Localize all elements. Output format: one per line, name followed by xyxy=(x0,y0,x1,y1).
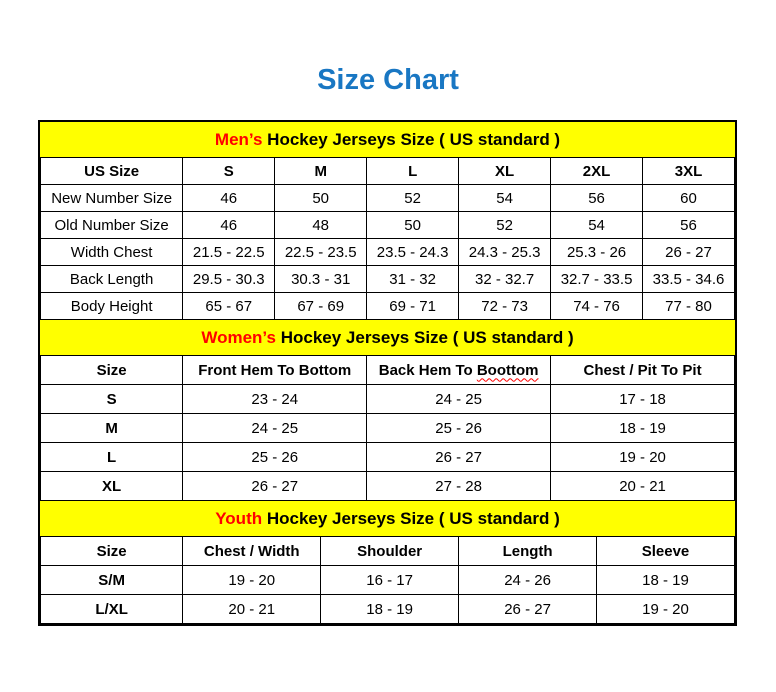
row-label: S xyxy=(41,385,183,414)
youth-title-band xyxy=(40,501,735,536)
value-cell: 26 - 27 xyxy=(459,595,597,624)
mens-title-band xyxy=(40,122,735,157)
column-header: Chest / Pit To Pit xyxy=(551,356,735,385)
value-cell: 33.5 - 34.6 xyxy=(643,266,735,293)
row-label: M xyxy=(41,414,183,443)
band-rest-text: Hockey Jerseys Size ( US standard ) xyxy=(262,509,560,528)
table-row xyxy=(41,293,735,320)
value-cell: 32.7 - 33.5 xyxy=(551,266,643,293)
table-row xyxy=(41,414,735,443)
row-label: Width Chest xyxy=(41,239,183,266)
value-cell: 74 - 76 xyxy=(551,293,643,320)
value-cell: 19 - 20 xyxy=(597,595,735,624)
value-cell: 46 xyxy=(183,185,275,212)
table-row xyxy=(41,212,735,239)
table-row xyxy=(41,595,735,624)
value-cell: 29.5 - 30.3 xyxy=(183,266,275,293)
column-header: Size xyxy=(41,356,183,385)
value-cell: 26 - 27 xyxy=(183,472,367,501)
band-highlight-text: Youth xyxy=(215,509,263,528)
column-header: Shoulder xyxy=(321,537,459,566)
row-label: L/XL xyxy=(41,595,183,624)
value-cell: 23.5 - 24.3 xyxy=(367,239,459,266)
value-cell: 52 xyxy=(459,212,551,239)
table-row xyxy=(41,185,735,212)
value-cell: 27 - 28 xyxy=(367,472,551,501)
table-row xyxy=(41,239,735,266)
column-header: Length xyxy=(459,537,597,566)
value-cell: 25.3 - 26 xyxy=(551,239,643,266)
header-row xyxy=(41,537,735,566)
band-highlight-text: Men’s xyxy=(214,130,263,149)
value-cell: 69 - 71 xyxy=(367,293,459,320)
column-header: 3XL xyxy=(643,158,735,185)
column-header: S xyxy=(183,158,275,185)
value-cell: 25 - 26 xyxy=(367,414,551,443)
value-cell: 24.3 - 25.3 xyxy=(459,239,551,266)
table-row xyxy=(41,566,735,595)
header-row xyxy=(41,158,735,185)
misspelled-word: Boottom xyxy=(476,361,539,379)
value-cell: 18 - 19 xyxy=(551,414,735,443)
value-cell: 24 - 25 xyxy=(367,385,551,414)
value-cell: 18 - 19 xyxy=(597,566,735,595)
womens-section xyxy=(40,320,735,501)
value-cell: 16 - 17 xyxy=(321,566,459,595)
row-label: Body Height xyxy=(41,293,183,320)
value-cell: 24 - 25 xyxy=(183,414,367,443)
mens-table xyxy=(40,157,735,320)
value-cell: 52 xyxy=(367,185,459,212)
value-cell: 20 - 21 xyxy=(183,595,321,624)
value-cell: 18 - 19 xyxy=(321,595,459,624)
value-cell: 24 - 26 xyxy=(459,566,597,595)
value-cell: 30.3 - 31 xyxy=(275,266,367,293)
row-label: Old Number Size xyxy=(41,212,183,239)
value-cell: 56 xyxy=(551,185,643,212)
value-cell: 77 - 80 xyxy=(643,293,735,320)
value-cell: 67 - 69 xyxy=(275,293,367,320)
band-rest-text: Hockey Jerseys Size ( US standard ) xyxy=(275,328,574,347)
value-cell: 56 xyxy=(643,212,735,239)
column-header: Back Hem To Boottom xyxy=(367,356,551,385)
size-chart-tables xyxy=(38,120,737,626)
value-cell: 19 - 20 xyxy=(183,566,321,595)
band-highlight-text: Women’s xyxy=(201,328,276,347)
row-label: XL xyxy=(41,472,183,501)
womens-title-band xyxy=(40,320,735,355)
column-header: L xyxy=(367,158,459,185)
value-cell: 31 - 32 xyxy=(367,266,459,293)
table-row xyxy=(41,472,735,501)
header-row xyxy=(41,356,735,385)
column-header: Chest / Width xyxy=(183,537,321,566)
table-row xyxy=(41,385,735,414)
value-cell: 54 xyxy=(551,212,643,239)
column-header: Size xyxy=(41,537,183,566)
value-cell: 50 xyxy=(367,212,459,239)
row-label: S/M xyxy=(41,566,183,595)
table-row xyxy=(41,266,735,293)
column-header: XL xyxy=(459,158,551,185)
value-cell: 21.5 - 22.5 xyxy=(183,239,275,266)
row-label: L xyxy=(41,443,183,472)
value-cell: 65 - 67 xyxy=(183,293,275,320)
youth-table xyxy=(40,536,735,624)
value-cell: 50 xyxy=(275,185,367,212)
value-cell: 22.5 - 23.5 xyxy=(275,239,367,266)
value-cell: 25 - 26 xyxy=(183,443,367,472)
row-label: Back Length xyxy=(41,266,183,293)
value-cell: 20 - 21 xyxy=(551,472,735,501)
column-header: Sleeve xyxy=(597,537,735,566)
mens-section xyxy=(40,122,735,320)
value-cell: 26 - 27 xyxy=(367,443,551,472)
value-cell: 72 - 73 xyxy=(459,293,551,320)
page-title: Size Chart xyxy=(317,64,459,96)
value-cell: 26 - 27 xyxy=(643,239,735,266)
value-cell: 32 - 32.7 xyxy=(459,266,551,293)
row-label: New Number Size xyxy=(41,185,183,212)
value-cell: 17 - 18 xyxy=(551,385,735,414)
value-cell: 54 xyxy=(459,185,551,212)
column-header: US Size xyxy=(41,158,183,185)
value-cell: 48 xyxy=(275,212,367,239)
value-cell: 60 xyxy=(643,185,735,212)
value-cell: 19 - 20 xyxy=(551,443,735,472)
youth-section xyxy=(40,501,735,624)
table-row xyxy=(41,443,735,472)
column-header: M xyxy=(275,158,367,185)
band-rest-text: Hockey Jerseys Size ( US standard ) xyxy=(262,130,561,149)
column-header: 2XL xyxy=(551,158,643,185)
value-cell: 46 xyxy=(183,212,275,239)
value-cell: 23 - 24 xyxy=(183,385,367,414)
column-header: Front Hem To Bottom xyxy=(183,356,367,385)
womens-table xyxy=(40,355,735,501)
